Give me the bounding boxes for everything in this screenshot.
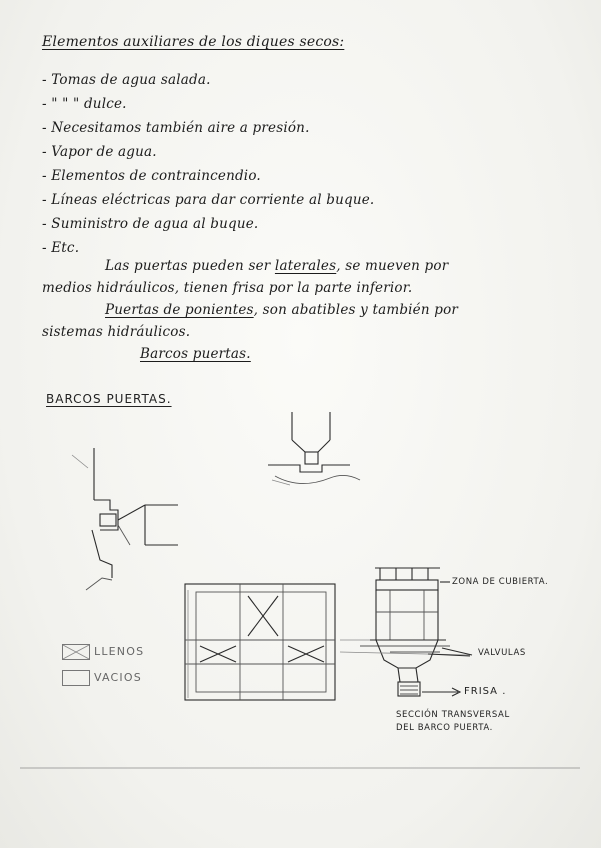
list-item: - Suministro de agua al buque. — [42, 216, 259, 232]
cross-section-sketch — [340, 568, 472, 696]
legend-label-empty: VACIOS — [94, 671, 142, 684]
legend-swatch-empty — [62, 670, 90, 686]
underlined-term: Puertas de ponientes — [105, 302, 254, 318]
section-caption-line2: DEL BARCO PUERTA. — [396, 723, 493, 733]
paragraph-flap-line2: sistemas hidráulicos. — [42, 324, 191, 340]
page-title: Elementos auxiliares de los diques secos: — [42, 34, 345, 50]
frisa-label: FRISA . — [464, 686, 507, 697]
list-item: - Tomas de agua salada. — [42, 72, 211, 88]
list-item: - " " " dulce. — [42, 96, 127, 112]
legend-swatch-full — [62, 644, 90, 660]
legend-label-full: LLENOS — [94, 645, 145, 658]
paragraph-text: , se mueven por — [336, 258, 449, 274]
list-item: - Necesitamos también aire a presión. — [42, 120, 310, 136]
paragraph-text: Las puertas pueden ser — [105, 258, 275, 274]
caisson-plan-sketch — [185, 584, 400, 700]
gate-seat-sketch — [268, 412, 360, 485]
section-heading: BARCOS PUERTAS. — [46, 392, 172, 406]
list-item: - Elementos de contraincendio. — [42, 168, 261, 184]
list-item: - Etc. — [42, 240, 80, 256]
list-item: - Líneas eléctricas para dar corriente al buque. — [42, 192, 375, 208]
paragraph-caisson: Barcos puertas. — [140, 346, 251, 362]
section-caption-line1: SECCIÓN TRANSVERSAL — [396, 710, 510, 720]
valves-label: VALVULAS — [478, 648, 526, 658]
underlined-term: laterales — [274, 258, 337, 274]
lateral-gate-sketch — [72, 448, 178, 590]
deck-zone-label: ZONA DE CUBIERTA. — [452, 577, 549, 587]
paragraph-gates-line2: medios hidráulicos, tienen frisa por la parte inferior. — [42, 280, 413, 296]
paragraph-text: , son abatibles y también por — [253, 302, 459, 318]
list-item: - Vapor de agua. — [42, 144, 157, 160]
